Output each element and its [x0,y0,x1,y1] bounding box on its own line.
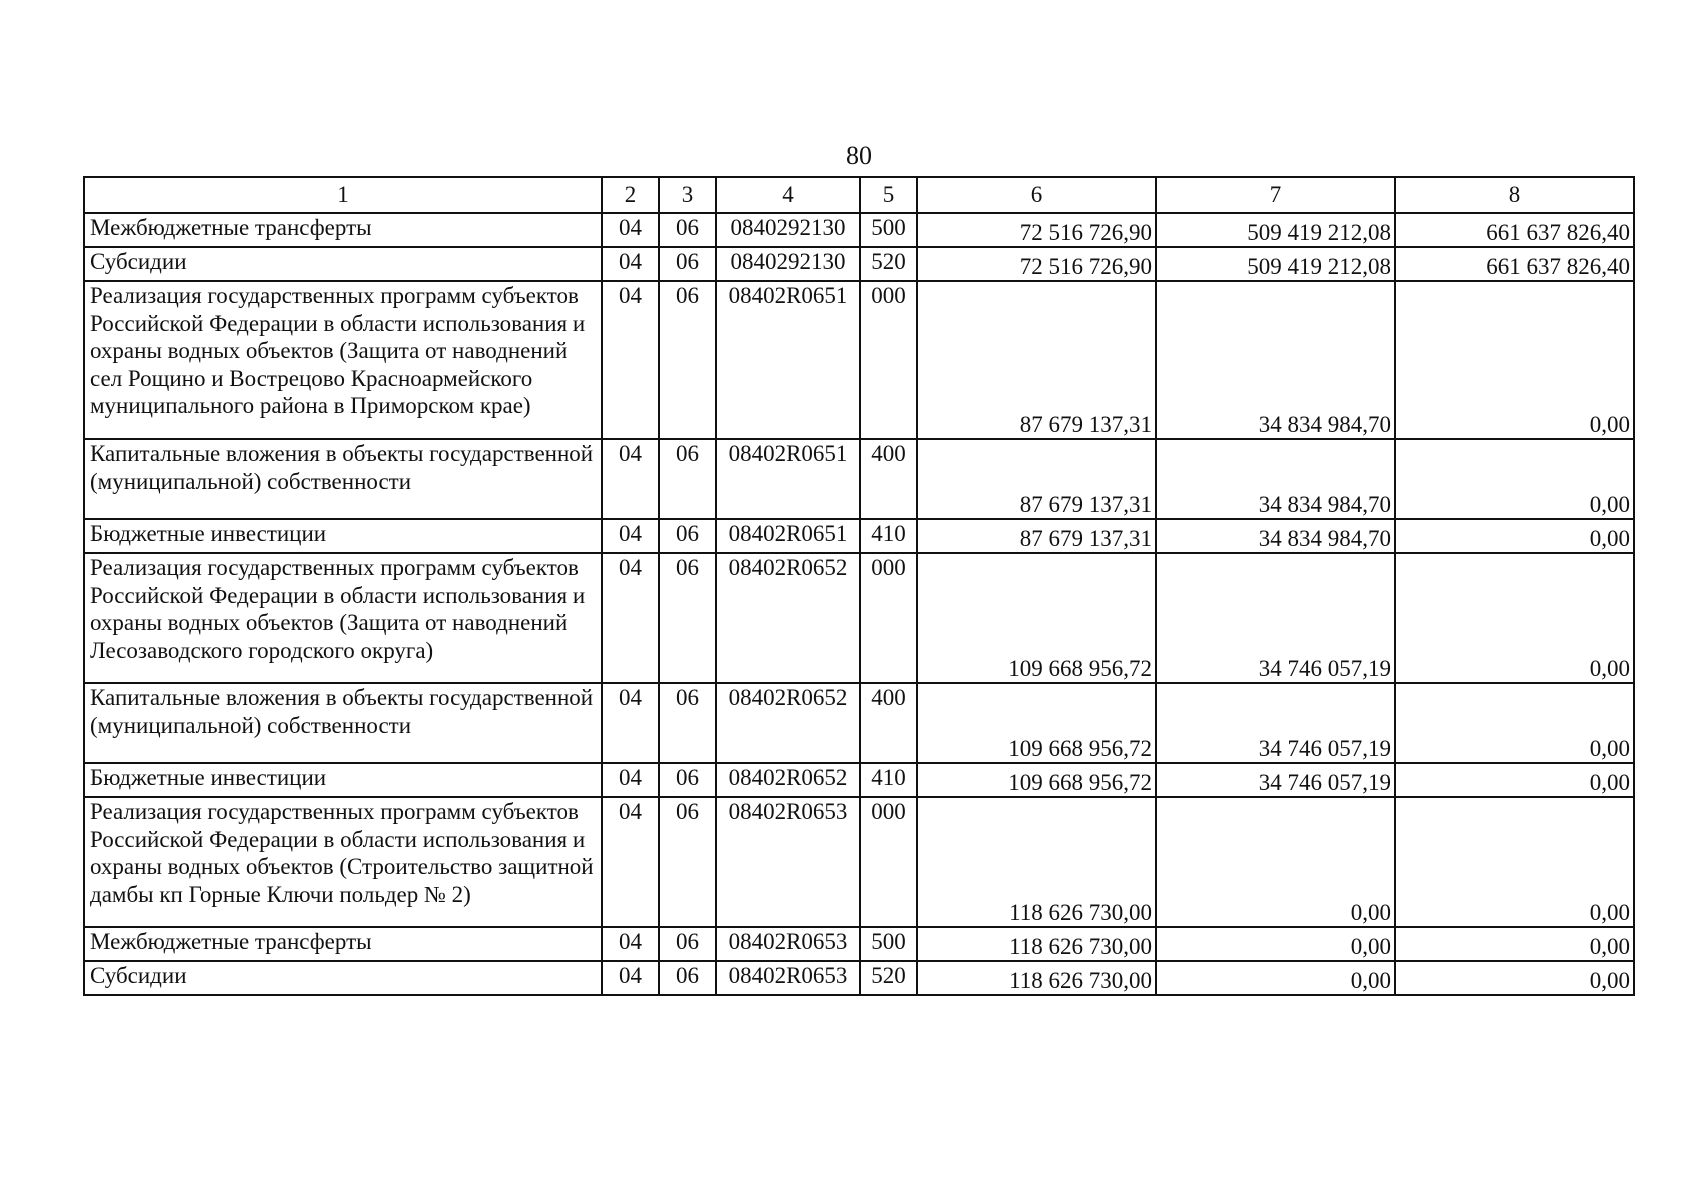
row-amount-col8-cell: 0,00 [1395,439,1634,519]
column-header-7: 7 [1156,177,1395,213]
row-amount-col8-cell: 0,00 [1395,927,1634,961]
row-expense-type-cell: 400 [860,439,917,519]
row-expense-type-cell: 000 [860,553,917,683]
row-name-cell: Бюджетные инвестиции [84,763,602,797]
row-subsection-cell: 06 [659,763,716,797]
row-amount-col8-cell: 0,00 [1395,763,1634,797]
row-section-cell: 04 [602,439,659,519]
row-section-cell: 04 [602,961,659,995]
table-row [84,439,1634,519]
table-row [84,927,1634,961]
row-amount-col7-cell: 509 419 212,08 [1156,247,1395,281]
row-target-article-cell: 08402R0652 [716,553,860,683]
row-target-article-cell: 08402R0651 [716,281,860,439]
row-expense-type-cell: 400 [860,683,917,763]
row-target-article-cell: 08402R0652 [716,683,860,763]
row-amount-col6-cell: 109 668 956,72 [917,553,1156,683]
row-subsection-cell: 06 [659,927,716,961]
budget-table [83,176,1635,996]
row-section-cell: 04 [602,281,659,439]
column-header-3: 3 [659,177,716,213]
row-amount-col7-cell: 34 746 057,19 [1156,683,1395,763]
column-header-8: 8 [1395,177,1634,213]
row-target-article-cell: 0840292130 [716,247,860,281]
row-expense-type-cell: 410 [860,519,917,553]
row-subsection-cell: 06 [659,247,716,281]
row-amount-col6-cell: 109 668 956,72 [917,763,1156,797]
row-expense-type-cell: 000 [860,797,917,927]
row-name-cell: Межбюджетные трансферты [84,927,602,961]
row-subsection-cell: 06 [659,281,716,439]
row-expense-type-cell: 410 [860,763,917,797]
row-amount-col6-cell: 87 679 137,31 [917,439,1156,519]
row-target-article-cell: 08402R0651 [716,519,860,553]
row-name-cell: Субсидии [84,961,602,995]
table-row [84,797,1634,927]
row-amount-col8-cell: 0,00 [1395,961,1634,995]
table-row [84,553,1634,683]
row-amount-col7-cell: 0,00 [1156,797,1395,927]
row-amount-col7-cell: 34 834 984,70 [1156,281,1395,439]
row-name-cell: Межбюджетные трансферты [84,213,602,247]
row-name-cell: Субсидии [84,247,602,281]
row-amount-col7-cell: 34 834 984,70 [1156,519,1395,553]
row-amount-col6-cell: 72 516 726,90 [917,247,1156,281]
row-target-article-cell: 08402R0651 [716,439,860,519]
row-subsection-cell: 06 [659,519,716,553]
row-amount-col6-cell: 118 626 730,00 [917,927,1156,961]
column-header-1: 1 [84,177,602,213]
row-section-cell: 04 [602,763,659,797]
row-amount-col6-cell: 118 626 730,00 [917,797,1156,927]
row-amount-col7-cell: 0,00 [1156,927,1395,961]
row-target-article-cell: 0840292130 [716,213,860,247]
table-header-row [84,177,1634,213]
row-target-article-cell: 08402R0652 [716,763,860,797]
column-header-5: 5 [860,177,917,213]
row-expense-type-cell: 520 [860,247,917,281]
row-subsection-cell: 06 [659,961,716,995]
row-amount-col6-cell: 87 679 137,31 [917,281,1156,439]
row-section-cell: 04 [602,213,659,247]
row-section-cell: 04 [602,927,659,961]
row-subsection-cell: 06 [659,797,716,927]
table-row [84,213,1634,247]
row-amount-col7-cell: 0,00 [1156,961,1395,995]
row-expense-type-cell: 500 [860,213,917,247]
row-amount-col7-cell: 34 746 057,19 [1156,553,1395,683]
column-header-2: 2 [602,177,659,213]
row-section-cell: 04 [602,797,659,927]
row-subsection-cell: 06 [659,683,716,763]
row-expense-type-cell: 000 [860,281,917,439]
row-section-cell: 04 [602,683,659,763]
row-expense-type-cell: 500 [860,927,917,961]
row-section-cell: 04 [602,553,659,683]
row-expense-type-cell: 520 [860,961,917,995]
table-row [84,519,1634,553]
row-amount-col8-cell: 661 637 826,40 [1395,213,1634,247]
row-target-article-cell: 08402R0653 [716,927,860,961]
table-row [84,247,1634,281]
row-target-article-cell: 08402R0653 [716,961,860,995]
row-name-cell: Бюджетные инвестиции [84,519,602,553]
row-amount-col7-cell: 34 746 057,19 [1156,763,1395,797]
column-header-6: 6 [917,177,1156,213]
row-name-cell: Капитальные вложения в объекты государственной (муниципальной) собственности [84,439,602,519]
row-target-article-cell: 08402R0653 [716,797,860,927]
table-row [84,763,1634,797]
row-section-cell: 04 [602,519,659,553]
row-subsection-cell: 06 [659,439,716,519]
row-amount-col8-cell: 0,00 [1395,683,1634,763]
row-amount-col7-cell: 34 834 984,70 [1156,439,1395,519]
table-row [84,683,1634,763]
row-name-cell: Капитальные вложения в объекты государственной (муниципальной) собственности [84,683,602,763]
row-subsection-cell: 06 [659,213,716,247]
table-row [84,281,1634,439]
row-amount-col7-cell: 509 419 212,08 [1156,213,1395,247]
row-amount-col8-cell: 0,00 [1395,281,1634,439]
row-subsection-cell: 06 [659,553,716,683]
row-name-cell: Реализация государственных программ субъектов Российской Федерации в области использования и охраны водных объектов (Защита от наводнений Лесозаводского городского округа) [84,553,602,683]
row-amount-col8-cell: 0,00 [1395,797,1634,927]
column-header-4: 4 [716,177,860,213]
row-amount-col6-cell: 72 516 726,90 [917,213,1156,247]
page-number: 80 [846,141,872,170]
row-amount-col6-cell: 109 668 956,72 [917,683,1156,763]
row-amount-col6-cell: 87 679 137,31 [917,519,1156,553]
row-name-cell: Реализация государственных программ субъектов Российской Федерации в области использования и охраны водных объектов (Защита от наводнений сел Рощино и Вострецово Красноармейского муниципального района в Приморском крае) [84,281,602,439]
row-amount-col8-cell: 0,00 [1395,553,1634,683]
row-amount-col8-cell: 0,00 [1395,519,1634,553]
row-name-cell: Реализация государственных программ субъектов Российской Федерации в области использования и охраны водных объектов (Строительство защитной дамбы кп Горные Ключи польдер № 2) [84,797,602,927]
row-amount-col8-cell: 661 637 826,40 [1395,247,1634,281]
row-section-cell: 04 [602,247,659,281]
row-amount-col6-cell: 118 626 730,00 [917,961,1156,995]
table-row [84,961,1634,995]
